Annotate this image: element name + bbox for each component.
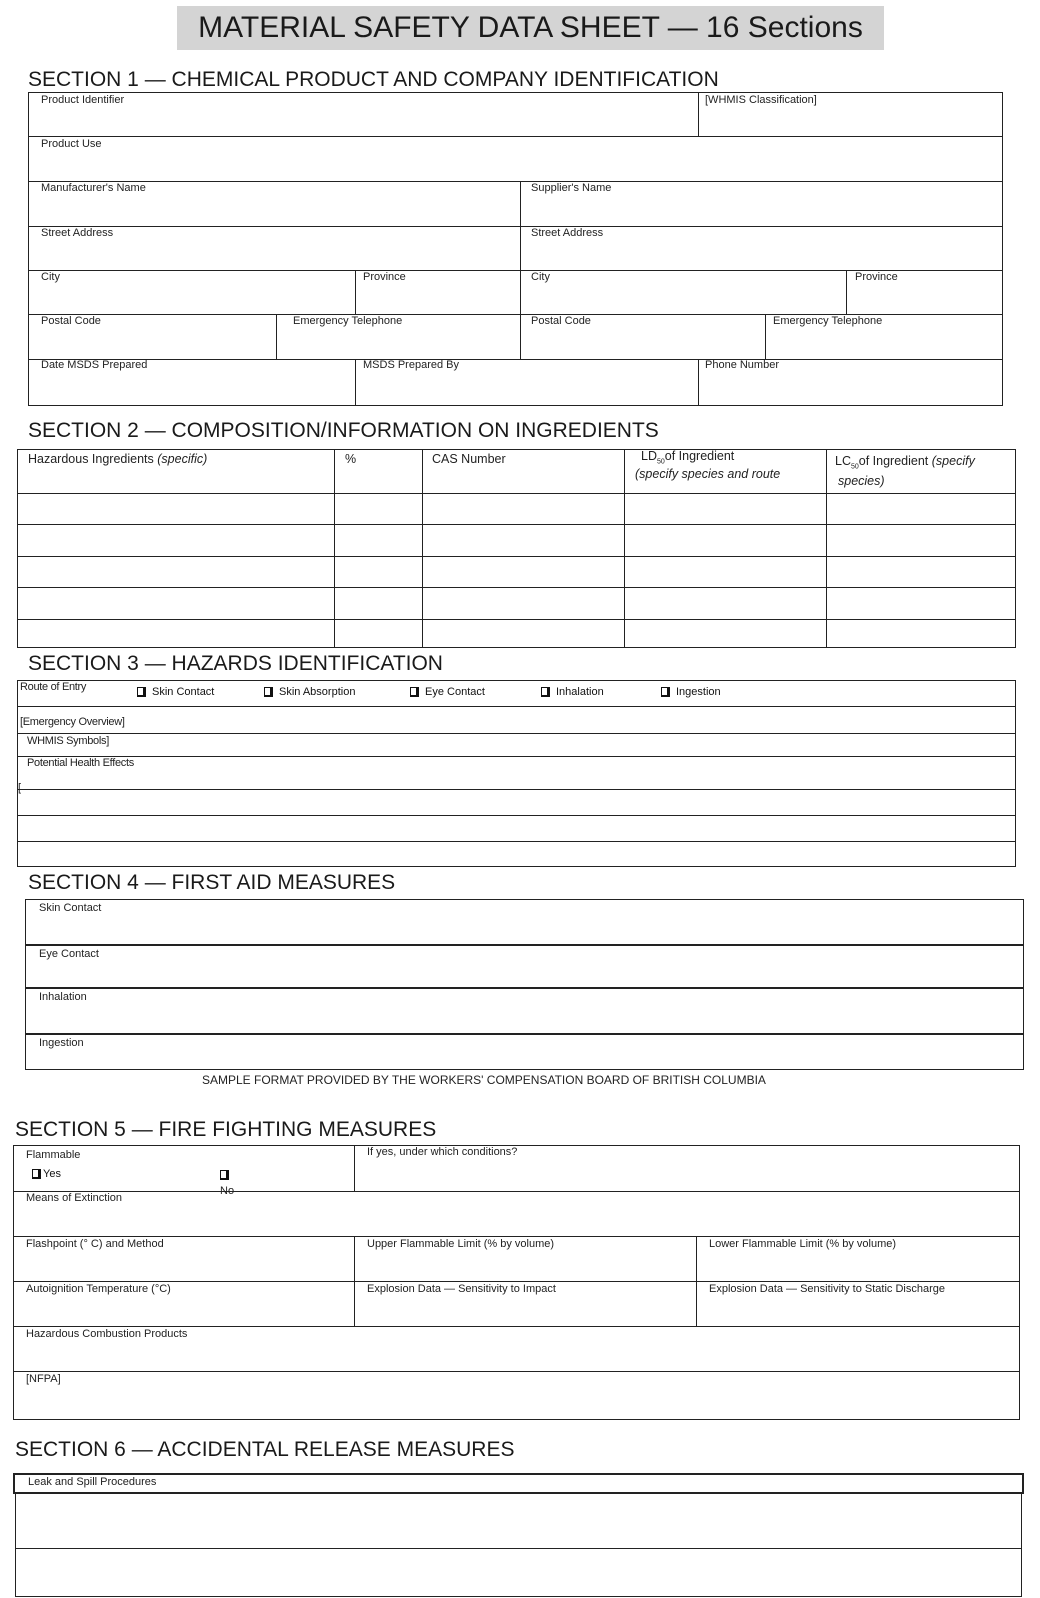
section1-divider [698, 359, 699, 406]
leak-spill-header [13, 1473, 1024, 1494]
supplier-street-label: Street Address [531, 227, 604, 239]
nfpa-label: [NFPA] [26, 1373, 61, 1385]
section6-heading: SECTION 6 — ACCIDENTAL RELEASE MEASURES [15, 1438, 515, 1461]
fire-divider [354, 1236, 355, 1326]
leak-spill-body [15, 1494, 1022, 1597]
explosion-impact-label: Explosion Data — Sensitivity to Impact [367, 1283, 556, 1295]
leak-spill-label: Leak and Spill Procedures [28, 1476, 157, 1488]
first-aid-rule [25, 944, 1024, 946]
section1-rule [28, 226, 1003, 227]
product-use-label: Product Use [41, 138, 102, 150]
section1-divider [355, 270, 356, 314]
combustion-products-label: Hazardous Combustion Products [26, 1328, 188, 1340]
hazards-rule [17, 789, 1016, 790]
first-aid-eye-label: Eye Contact [39, 948, 99, 960]
ingredients-header-rule [17, 493, 1016, 494]
fire-rule [13, 1191, 1020, 1192]
route-skin-contact[interactable]: Skin Contact [137, 686, 214, 698]
hazards-rule [17, 815, 1016, 816]
checkbox-icon[interactable] [661, 687, 670, 697]
first-aid-rule [25, 987, 1024, 989]
col-ld50-note: (specify species and route [635, 467, 781, 481]
explosion-static-label: Explosion Data — Sensitivity to Static Discharge [709, 1283, 945, 1295]
section1-heading: SECTION 1 — CHEMICAL PRODUCT AND COMPANY IDENTIFICATION [28, 68, 719, 91]
manufacturer-emergency-tel-label: Emergency Telephone [293, 315, 403, 327]
supplier-city-label: City [531, 271, 550, 283]
col-cas-number: CAS Number [432, 452, 506, 466]
checkbox-icon[interactable] [410, 687, 419, 697]
flashpoint-label: Flashpoint (° C) and Method [26, 1238, 164, 1250]
section4-heading: SECTION 4 — FIRST AID MEASURES [28, 871, 396, 894]
fire-rule [13, 1281, 1020, 1282]
footer-note: SAMPLE FORMAT PROVIDED BY THE WORKERS' COMPENSATION BOARD OF BRITISH COLUMBIA [202, 1073, 766, 1087]
section5-heading: SECTION 5 — FIRE FIGHTING MEASURES [15, 1118, 437, 1141]
col-percent: % [345, 452, 357, 466]
supplier-emergency-tel-label: Emergency Telephone [773, 315, 883, 327]
section3-heading: SECTION 3 — HAZARDS IDENTIFICATION [28, 652, 443, 675]
first-aid-skin-label: Skin Contact [39, 902, 102, 914]
manufacturer-province-label: Province [363, 271, 406, 283]
table-row [17, 587, 1016, 588]
section1-divider [765, 314, 766, 359]
column-divider [826, 449, 827, 648]
flammable-no-option[interactable]: No [220, 1167, 234, 1183]
col-ld50: $LD_{50}of$ Ingredient [641, 449, 735, 466]
emergency-overview-label: [Emergency Overview] [20, 716, 125, 728]
supplier-postal-label: Postal Code [531, 315, 591, 327]
section1-rule [28, 359, 1003, 360]
section1-rule [28, 136, 1003, 137]
first-aid-form [25, 899, 1024, 1070]
column-divider [334, 449, 335, 648]
manufacturer-city-label: City [41, 271, 60, 283]
manufacturer-street-label: Street Address [41, 227, 114, 239]
flammable-label: Flammable [26, 1149, 81, 1161]
checkbox-icon[interactable] [32, 1169, 41, 1179]
phone-number-label: Phone Number [705, 359, 779, 371]
column-divider [422, 449, 423, 648]
supplier-province-label: Province [855, 271, 898, 283]
leak-spill-rule [15, 1548, 1022, 1549]
hazards-rule [17, 733, 1016, 734]
section2-heading: SECTION 2 — COMPOSITION/INFORMATION ON INGREDIENTS [28, 419, 659, 442]
means-of-extinction-label: Means of Extinction [26, 1192, 122, 1204]
route-inhalation[interactable]: Inhalation [541, 686, 604, 698]
lower-flammable-limit-label: Lower Flammable Limit (% by volume) [709, 1238, 897, 1250]
col-lc50: $LC_{50}of$ Ingredient (specify [835, 454, 975, 471]
potential-health-effects-label: Potential Health Effects [27, 757, 134, 769]
product-identifier-label: Product Identifier [41, 94, 125, 106]
supplier-name-label: Supplier's Name [531, 182, 612, 194]
first-aid-rule [25, 1033, 1024, 1035]
fire-rule [13, 1236, 1020, 1237]
route-eye-contact[interactable]: Eye Contact [410, 686, 485, 698]
date-prepared-label: Date MSDS Prepared [41, 359, 148, 371]
first-aid-ingestion-label: Ingestion [39, 1037, 84, 1049]
table-row [17, 619, 1016, 620]
table-row [17, 556, 1016, 557]
section1-divider [276, 314, 277, 359]
page-title: MATERIAL SAFETY DATA SHEET — 16 Sections [177, 6, 884, 50]
checkbox-icon[interactable] [264, 687, 273, 697]
checkbox-icon[interactable] [541, 687, 550, 697]
manufacturer-postal-label: Postal Code [41, 315, 101, 327]
fire-rule [13, 1326, 1020, 1327]
table-row [17, 524, 1016, 525]
section1-divider [698, 92, 699, 136]
prepared-by-label: MSDS Prepared By [363, 359, 459, 371]
column-divider [624, 449, 625, 648]
fire-divider [354, 1145, 355, 1191]
if-yes-conditions-label: If yes, under which conditions? [367, 1146, 518, 1158]
fire-divider [696, 1236, 697, 1326]
section1-divider [355, 359, 356, 406]
upper-flammable-limit-label: Upper Flammable Limit (% by volume) [367, 1238, 555, 1250]
hazards-rule [17, 756, 1016, 757]
route-of-entry-label: Route of Entry [20, 681, 87, 693]
fire-rule [13, 1371, 1020, 1372]
checkbox-icon[interactable] [137, 687, 146, 697]
section1-divider [520, 181, 521, 359]
first-aid-inhalation-label: Inhalation [39, 991, 87, 1003]
whmis-symbols-label: WHMIS Symbols] [27, 735, 109, 747]
flammable-yes-option[interactable]: Yes [32, 1168, 61, 1180]
checkbox-icon[interactable] [220, 1170, 229, 1180]
manufacturer-name-label: Manufacturer's Name [41, 182, 146, 194]
section1-divider [846, 270, 847, 314]
hazards-rule [17, 706, 1016, 707]
col-hazardous-ingredients: Hazardous Ingredients (specific) [28, 452, 208, 466]
whmis-classification-label: [WHMIS Classification] [705, 94, 817, 106]
hazards-rule [17, 841, 1016, 842]
bracket-mark: [ [18, 782, 22, 794]
hazards-form [17, 680, 1016, 867]
route-skin-absorption[interactable]: Skin Absorption [264, 686, 355, 698]
route-ingestion[interactable]: Ingestion [661, 686, 721, 698]
col-lc50-note: species) [838, 474, 885, 488]
autoignition-label: Autoignition Temperature (°C) [26, 1283, 171, 1295]
section1-rule [28, 181, 1003, 182]
